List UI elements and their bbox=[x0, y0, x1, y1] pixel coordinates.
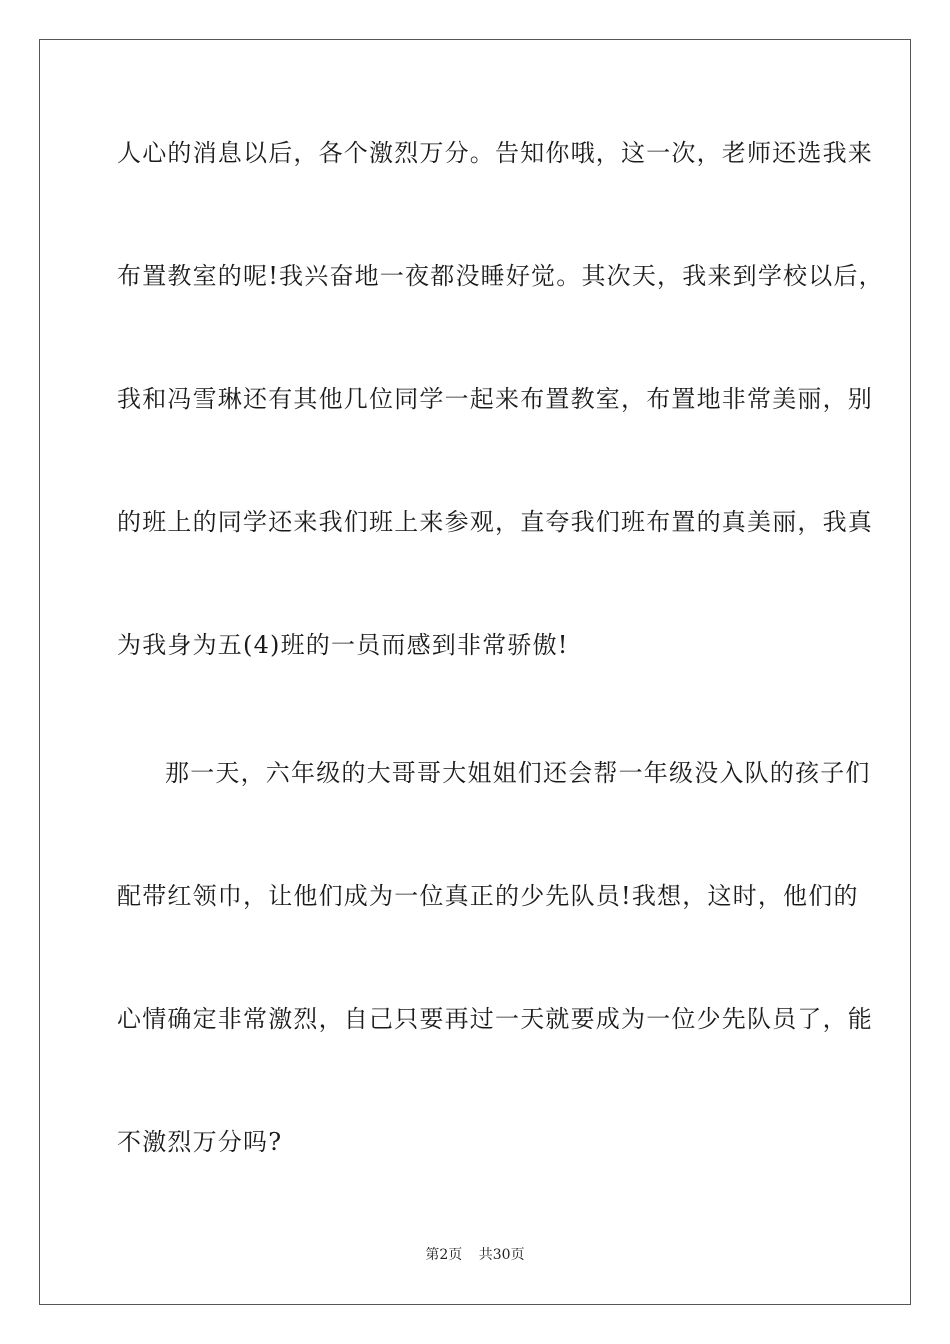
paragraph-start-line: 那一天，六年级的大哥哥大姐姐们还会帮一年级没入队的孩子们 bbox=[165, 759, 871, 787]
text-line: 不激烈万分吗? bbox=[117, 1128, 283, 1156]
page-number: 第2页 bbox=[425, 1247, 463, 1263]
page-total: 共30页 bbox=[478, 1247, 525, 1263]
page-border bbox=[39, 39, 911, 1305]
page-footer bbox=[0, 1246, 950, 1264]
text-line: 心情确定非常激烈，自己只要再过一天就要成为一位少先队员了，能 bbox=[117, 1005, 873, 1033]
text-line: 配带红领巾，让他们成为一位真正的少先队员!我想，这时，他们的 bbox=[117, 882, 859, 910]
text-line: 我和冯雪琳还有其他几位同学一起来布置教室，布置地非常美丽，别 bbox=[117, 385, 873, 413]
text-line: 为我身为五(4)班的一员而感到非常骄傲! bbox=[117, 631, 569, 659]
text-line: 布置教室的呢!我兴奋地一夜都没睡好觉。其次天，我来到学校以后， bbox=[117, 262, 884, 290]
text-line: 的班上的同学还来我们班上来参观，直夸我们班布置的真美丽，我真 bbox=[117, 508, 873, 536]
text-line: 人心的消息以后，各个激烈万分。告知你哦，这一次，老师还选我来 bbox=[117, 139, 873, 167]
